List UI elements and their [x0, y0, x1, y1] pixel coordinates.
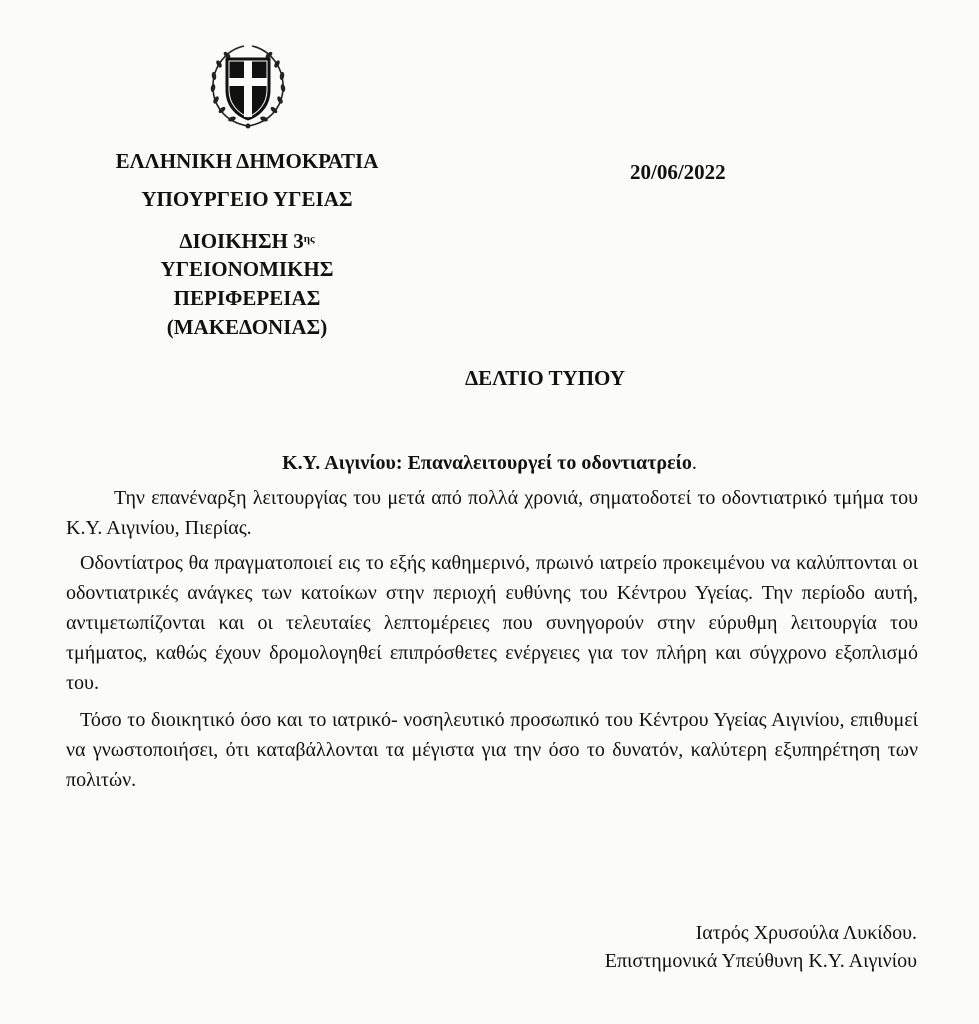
signature-role: Επιστημονικά Υπεύθυνη Κ.Υ. Αιγινίου	[604, 950, 917, 972]
signature-name: Ιατρός Χρυσούλα Λυκίδου.	[695, 922, 917, 944]
header-line-2: ΥΠΟΥΡΓΕΙΟ ΥΓΕΙΑΣ	[141, 187, 353, 211]
paragraph-3: Τόσο το διοικητικό όσο και το ιατρικό- νοσηλευτικό προσωπικό του Κέντρου Υγείας Αιγινίου, επιθυμεί να γνωστοποιήσει, ότι καταβάλλονται τα μέγιστα για την όσο το δυνατόν, καλύτερη εξυπηρέτηση των πολιτών.	[66, 709, 918, 791]
subject-period: .	[691, 452, 697, 474]
header-line-4: ΥΓΕΙΟΝΟΜΙΚΗΣ	[160, 257, 334, 281]
header-line-3-sup: ης	[303, 233, 315, 245]
header-line-1: ΕΛΛΗΝΙΚΗ ΔΗΜΟΚΡΑΤΙΑ	[115, 149, 379, 173]
paragraph-2: Οδοντίατρος θα πραγματοποιεί εις το εξής καθημερινό, πρωινό ιατρείο προκειμένου να καλύπτονται οι οδοντιατρικές ανάγκες των κατοίκων στην περιοχή ευθύνης του Κέντρου Υγείας. Την περίοδο αυτή, αντιμετωπίζονται και οι τελευταίες λεπτομέρειες που συνηγορούν στην εύρυθμη λειτουργία του τμήματος, καθώς έχουν δρομολογηθεί επιπρόσθετες ενέργειες για τον πλήρη και σύγχρονο εξοπλισμό του.	[66, 552, 918, 694]
subject-line	[0, 452, 979, 475]
header-line-5: ΠΕΡΙΦΕΡΕΙΑΣ	[173, 286, 321, 310]
header-line-3	[88, 228, 406, 254]
header-line-6: (ΜΑΚΕΔΟΝΙΑΣ)	[166, 315, 328, 339]
greek-coat-of-arms-icon	[206, 42, 290, 130]
press-release-title: ΔΕΛΤΙΟ ΤΥΠΟΥ	[464, 366, 626, 390]
document-date: 20/06/2022	[630, 160, 726, 184]
paragraph-1: Την επανέναρξη λειτουργίας του μετά από πολλά χρονιά, σηματοδοτεί το οδοντιατρικό τμήμα του Κ.Υ. Αιγινίου, Πιερίας.	[66, 487, 918, 539]
subject-bold: Κ.Υ. Αιγινίου: Επαναλειτουργεί το οδοντιατρείο	[282, 452, 692, 474]
header-line-3-main: ΔΙΟΙΚΗΣΗ 3	[179, 229, 304, 253]
